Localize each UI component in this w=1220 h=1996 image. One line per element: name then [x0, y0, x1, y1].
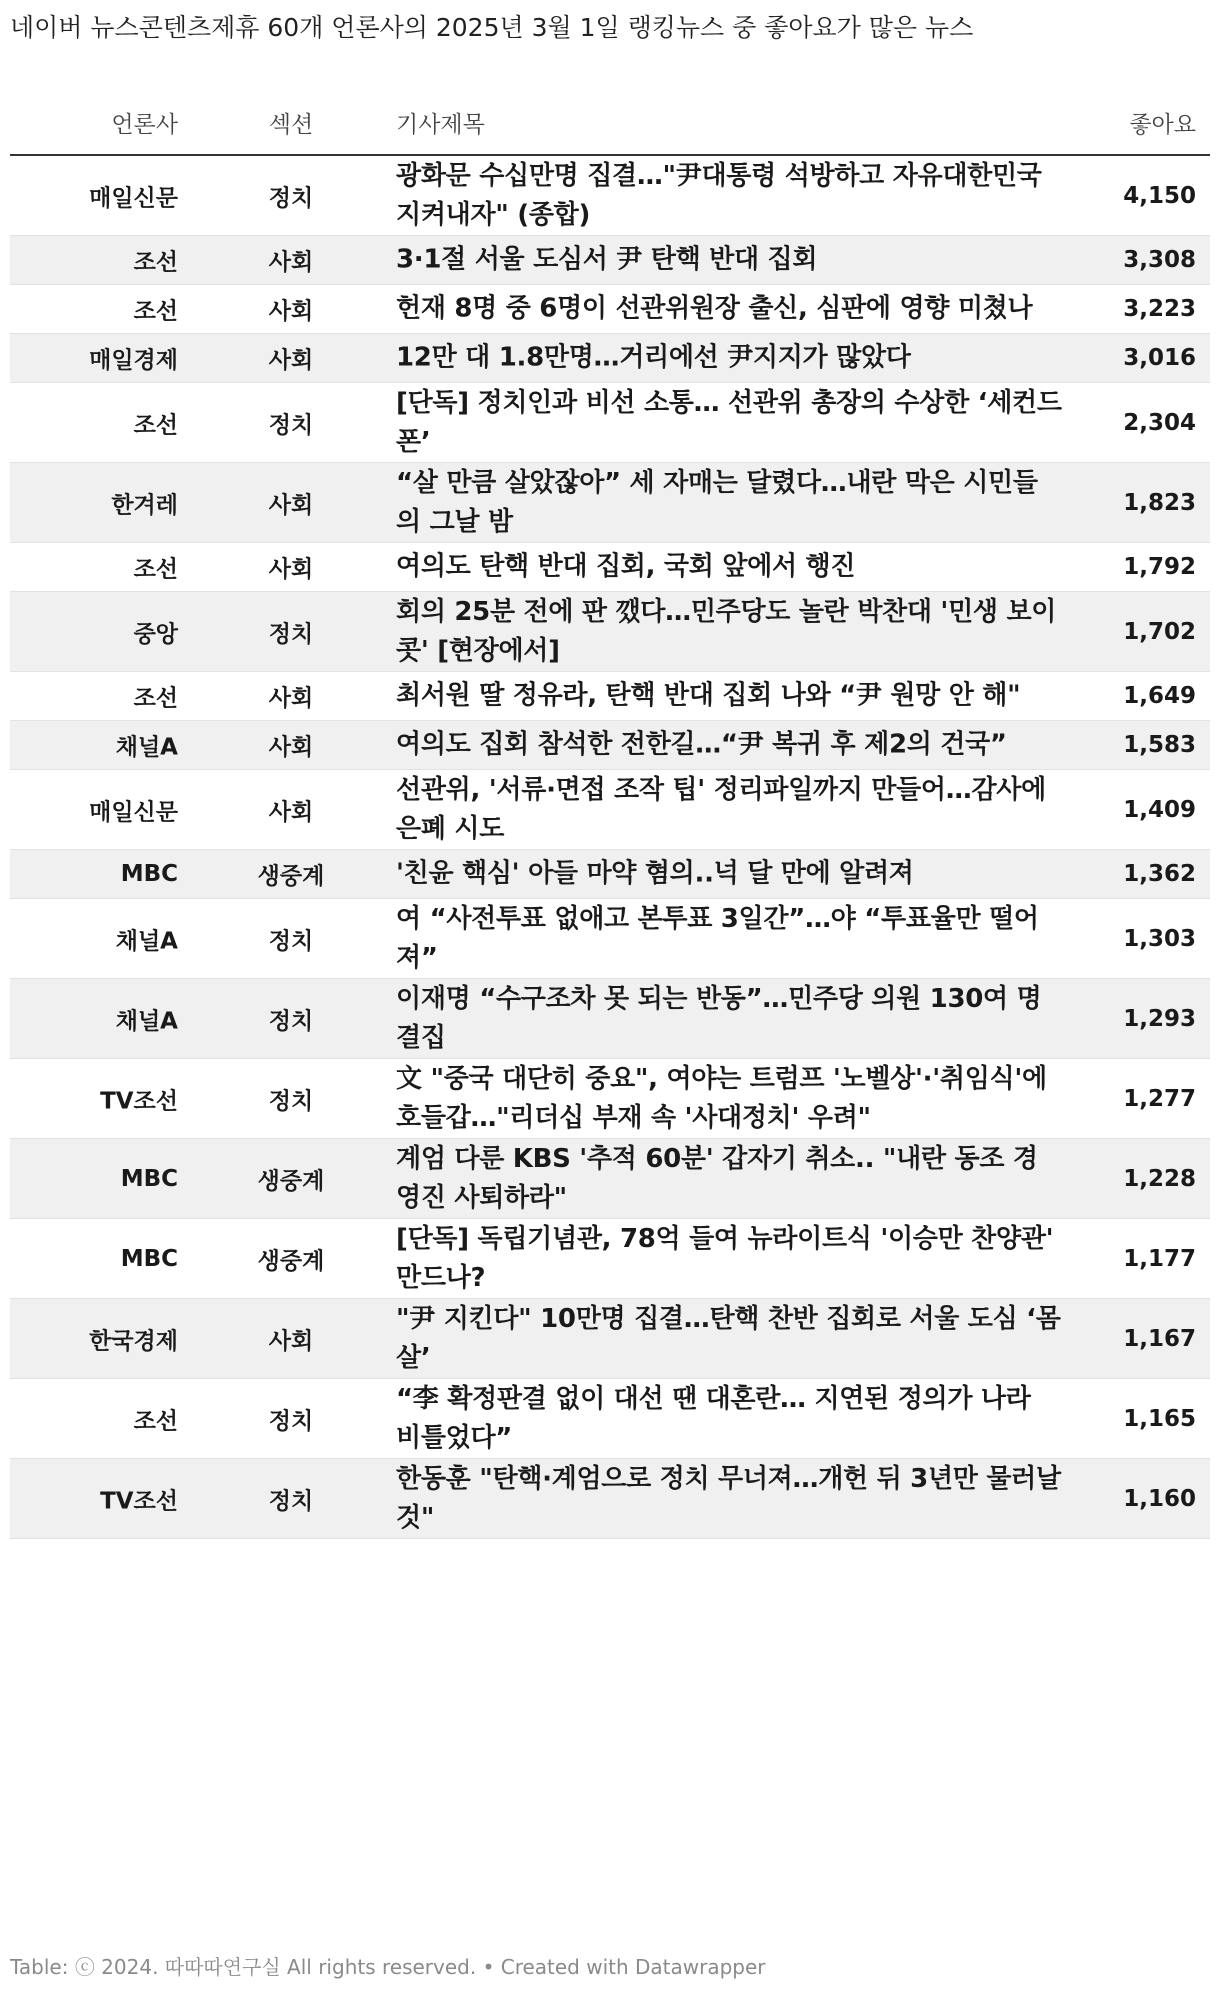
header-title: 기사제목: [396, 112, 485, 138]
source-cell: 매일경제: [89, 347, 178, 374]
title-cell: 文 "중국 대단히 중요", 여야는 트럼프 '노벨상'·'취임식'에 호들갑…"리더십 부재 속 '사대정치' 우려": [396, 1063, 1047, 1133]
table-header: [10, 92, 1210, 156]
title-cell: 여 “사전투표 없애고 본투표 3일간”…야 “투표율만 떨어져”: [396, 903, 1039, 973]
source-cell: 한겨레: [111, 492, 178, 518]
section-cell: 생중계: [257, 1248, 325, 1274]
title-cell: 이재명 “수구조차 못 되는 반동”…민주당 의원 130여 명 결집: [396, 983, 1042, 1053]
table-row: [10, 383, 1210, 463]
header-section: 섹션: [268, 112, 314, 138]
source-cell: 채널A: [115, 928, 178, 954]
table-row: [10, 979, 1210, 1059]
likes-cell: 1,362: [1123, 861, 1196, 887]
table-row: [10, 543, 1210, 592]
table-row: [10, 285, 1210, 334]
table-row: [10, 899, 1210, 979]
title-cell: 최서원 딸 정유라, 탄핵 반대 집회 나와 “尹 원망 안 해": [396, 680, 1021, 711]
section-cell: 사회: [268, 734, 314, 761]
section-cell: 사회: [268, 347, 314, 374]
table-row: [10, 334, 1210, 383]
title-cell: 여의도 집회 참석한 전한길…“尹 복귀 후 제2의 건국”: [396, 729, 1007, 760]
section-cell: 사회: [268, 249, 314, 276]
likes-cell: 4,150: [1123, 182, 1196, 209]
title-cell: 한동훈 "탄핵·계엄으로 정치 무너져…개헌 뒤 3년만 물러날 것": [396, 1463, 1061, 1533]
header-likes: 좋아요: [1129, 112, 1196, 138]
title-cell: [단독] 정치인과 비선 소통… 선관위 총장의 수상한 ‘세컨드폰’: [396, 387, 1062, 457]
table-row: [10, 1379, 1210, 1459]
title-cell: 광화문 수십만명 집결…"尹대통령 석방하고 자유대한민국 지켜내자" (종합): [396, 160, 1042, 230]
table-body: [10, 156, 1210, 1539]
ranking-table: [10, 92, 1210, 1539]
table-row: [10, 1059, 1210, 1139]
title-cell: 계엄 다룬 KBS '추적 60분' 갑자기 취소.. "내란 동조 경영진 사퇴하라": [396, 1143, 1038, 1213]
likes-cell: 2,304: [1123, 409, 1196, 436]
title-cell: '친윤 핵심' 아들 마약 혐의..넉 달 만에 알려져: [396, 858, 914, 889]
table-row: [10, 236, 1210, 285]
source-cell: 채널A: [115, 1008, 178, 1034]
source-cell: 조선: [133, 412, 178, 438]
section-cell: 사회: [268, 1328, 314, 1354]
section-cell: 정치: [268, 1008, 314, 1034]
likes-cell: 1,228: [1123, 1165, 1196, 1192]
footer-credit: Table: ⓒ 2024. 따따따연구실 All rights reserved. • Created with Datawrapper: [10, 1955, 766, 1979]
title-cell: “李 확정판결 없이 대선 땐 대혼란… 지연된 정의가 나라 비틀었다”: [396, 1383, 1031, 1453]
likes-cell: 1,165: [1123, 1405, 1196, 1432]
source-cell: TV조선: [100, 1488, 178, 1514]
section-cell: 사회: [268, 556, 314, 583]
likes-cell: 1,583: [1123, 732, 1196, 758]
likes-cell: 3,223: [1123, 296, 1196, 322]
likes-cell: 1,702: [1123, 618, 1196, 645]
title-cell: 3·1절 서울 도심서 尹 탄핵 반대 집회: [396, 244, 818, 275]
table-row: [10, 1139, 1210, 1219]
table-row: [10, 592, 1210, 672]
section-cell: 정치: [268, 1488, 314, 1514]
title-cell: 회의 25분 전에 판 깼다…민주당도 놀란 박찬대 '민생 보이콧' [현장에서]: [396, 596, 1057, 666]
section-cell: 사회: [268, 298, 314, 325]
table-row: [10, 463, 1210, 543]
likes-cell: 1,167: [1123, 1325, 1196, 1352]
likes-cell: 1,160: [1123, 1485, 1196, 1512]
table-row: [10, 721, 1210, 770]
source-cell: 매일신문: [89, 799, 178, 825]
section-cell: 정치: [268, 621, 314, 647]
table-row: [10, 850, 1210, 899]
section-cell: 정치: [268, 928, 314, 954]
source-cell: 조선: [133, 685, 178, 712]
table-row: [10, 770, 1210, 850]
chart-title: 네이버 뉴스콘텐츠제휴 60개 언론사의 2025년 3월 1일 랭킹뉴스 중 좋아요가 많은 뉴스: [10, 13, 974, 42]
source-cell: 매일신문: [89, 185, 178, 211]
likes-cell: 1,293: [1123, 1005, 1196, 1032]
section-cell: 사회: [268, 685, 314, 712]
title-cell: [단독] 독립기념관, 78억 들여 뉴라이트식 '이승만 찬양관' 만드나?: [396, 1223, 1054, 1293]
likes-cell: 3,308: [1123, 247, 1196, 273]
source-cell: 조선: [133, 556, 178, 583]
source-cell: MBC: [120, 1245, 178, 1272]
table-row: [10, 672, 1210, 721]
title-cell: “살 만큼 살았잖아” 세 자매는 달렸다…내란 막은 시민들의 그날 밤: [396, 467, 1038, 537]
section-cell: 사회: [268, 492, 314, 518]
section-cell: 정치: [268, 185, 314, 211]
title-cell: 여의도 탄핵 반대 집회, 국회 앞에서 행진: [396, 551, 856, 582]
table-row: [10, 1219, 1210, 1299]
section-cell: 생중계: [257, 1168, 325, 1194]
header-source: 언론사: [111, 112, 178, 138]
title-cell: 헌재 8명 중 6명이 선관위원장 출신, 심판에 영향 미쳤나: [396, 293, 1033, 324]
likes-cell: 1,823: [1123, 489, 1196, 516]
section-cell: 생중계: [257, 863, 325, 890]
source-cell: 조선: [133, 249, 178, 276]
section-cell: 정치: [268, 412, 314, 438]
title-cell: "尹 지킨다" 10만명 집결…탄핵 찬반 집회로 서울 도심 ‘몸살’: [396, 1303, 1061, 1373]
table-row: [10, 156, 1210, 236]
source-cell: MBC: [120, 1165, 178, 1192]
likes-cell: 1,277: [1123, 1085, 1196, 1112]
likes-cell: 3,016: [1123, 345, 1196, 371]
source-cell: 한국경제: [89, 1328, 178, 1354]
likes-cell: 1,177: [1123, 1245, 1196, 1272]
table-row: [10, 1459, 1210, 1539]
source-cell: 채널A: [115, 734, 178, 761]
section-cell: 사회: [268, 799, 314, 825]
likes-cell: 1,409: [1123, 796, 1196, 823]
source-cell: TV조선: [100, 1088, 178, 1114]
section-cell: 정치: [268, 1088, 314, 1114]
section-cell: 정치: [268, 1408, 314, 1434]
source-cell: 중앙: [133, 621, 178, 647]
title-cell: 선관위, '서류·면접 조작 팁' 정리파일까지 만들어…감사에 은폐 시도: [396, 774, 1046, 844]
source-cell: 조선: [133, 1408, 178, 1434]
title-cell: 12만 대 1.8만명…거리에선 尹지지가 많았다: [396, 342, 911, 373]
likes-cell: 1,649: [1123, 683, 1196, 709]
source-cell: 조선: [133, 298, 178, 325]
likes-cell: 1,792: [1123, 554, 1196, 580]
likes-cell: 1,303: [1123, 925, 1196, 952]
table-row: [10, 1299, 1210, 1379]
source-cell: MBC: [120, 861, 178, 887]
